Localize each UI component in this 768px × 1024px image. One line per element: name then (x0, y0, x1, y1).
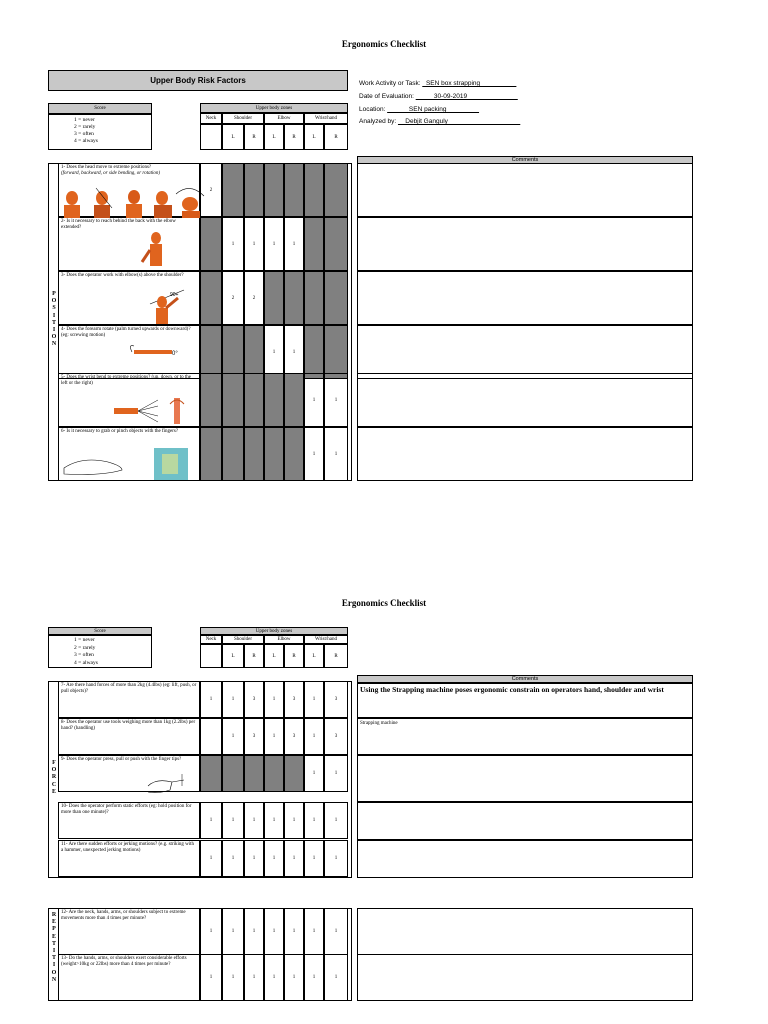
score-cell: 1 (200, 840, 222, 877)
comment-box (357, 908, 693, 955)
zone-group: Wrist/hand (304, 635, 348, 644)
score-cell (264, 427, 284, 481)
comment-box (357, 755, 693, 802)
question-cell (58, 908, 200, 955)
score-cell (200, 718, 222, 755)
score-cell: 1 (324, 840, 348, 877)
score-cell (304, 163, 324, 217)
score-line: 4 = always (74, 138, 98, 144)
score-cell: 1 (284, 908, 304, 955)
zone-group: Wrist/hand (304, 113, 348, 124)
score-line: 2 = rarely (74, 124, 96, 130)
score-line: 2 = rarely (74, 644, 96, 651)
comments-header: Comments (357, 156, 693, 164)
zone-group: Neck (200, 113, 222, 124)
comment-box (357, 271, 693, 325)
repetition-label: R E P E T I T I O N (51, 912, 57, 983)
comment-box (357, 325, 693, 379)
score-cell (324, 217, 348, 271)
question-cell (58, 802, 200, 839)
page-title: Ergonomics Checklist (341, 39, 427, 49)
comment-box (357, 683, 693, 718)
question-text: 3- Does the operator work with elbow(s) above the shoulder? (61, 273, 184, 278)
score-cell (200, 427, 222, 481)
score-cell: 1 (264, 840, 284, 877)
zone-side: R (324, 124, 348, 150)
score-cell (304, 217, 324, 271)
comment-box (357, 954, 693, 1001)
score-cell: 1 (200, 681, 222, 718)
grab-pinch-figure (62, 448, 192, 480)
comment-box (357, 427, 693, 481)
question-text: 13- Do the hands, arms, or shoulders exert considerable efforts (weight>10kg or 22lbs) more than 4 times per minute? (61, 956, 187, 967)
question-text: 11- Are there sudden efforts or jerking motions? (e.g. striking with a hammer, unexpected jerking motions) (61, 842, 195, 853)
question-text: 7- Are there hand forces of more than 2kg (4.4lbs) (eg: lift, push, or pull objects)? (61, 683, 197, 694)
question-cell (58, 840, 200, 877)
score-cell: 1 (222, 908, 244, 955)
zone-neck-cell (200, 124, 222, 150)
score-cell: 1 (200, 954, 222, 1001)
score-cell: 1 (264, 681, 284, 718)
score-cell: 1 (324, 373, 348, 427)
score-cell: 1 (304, 840, 324, 877)
score-cell: 1 (244, 217, 264, 271)
score-cell (200, 325, 222, 379)
zone-side: L (304, 644, 324, 668)
question-cell (58, 718, 200, 755)
question-text: 9- Does the operator press, pull or push with the finger tips? (61, 757, 182, 762)
zone-side: L (304, 124, 324, 150)
section-title: Upper Body Risk Factors (48, 70, 348, 91)
score-cell: 1 (222, 954, 244, 1001)
score-cell: 3 (324, 681, 348, 718)
zone-side: R (284, 644, 304, 668)
finger-press-figure (146, 772, 190, 796)
question-text: 4- Does the forearm rotate (palm turned upwards or downward)? (eg: screwing motion) (61, 327, 191, 338)
score-cell: 1 (264, 718, 284, 755)
zone-side: R (324, 644, 348, 668)
score-cell (324, 271, 348, 325)
location: Location: ______SEN packing_________ (359, 106, 480, 113)
zones-header: Upper body zones (200, 627, 348, 635)
date-of-evaluation: Date of Evaluation: _____30-09-2019______________ (359, 93, 518, 100)
score-cell (200, 271, 222, 325)
score-cell (264, 373, 284, 427)
question-cell (58, 217, 200, 271)
score-cell (324, 163, 348, 217)
score-header-2: Score (48, 627, 152, 635)
score-cell: 3 (244, 681, 264, 718)
zone-group: Shoulder (222, 635, 264, 644)
score-cell (222, 373, 244, 427)
zone-side: R (244, 644, 264, 668)
score-cell (264, 163, 284, 217)
score-cell: 2 (200, 163, 222, 217)
elbow-above-shoulder-figure (148, 284, 188, 324)
score-cell: 1 (324, 908, 348, 955)
score-cell (222, 427, 244, 481)
work-activity: Work Activity or Task: _SEN box strapping__________ (359, 80, 517, 87)
score-legend (48, 114, 152, 150)
score-cell (244, 163, 264, 217)
score-cell: 2 (244, 271, 264, 325)
score-cell: 3 (324, 718, 348, 755)
wrist-bend-figure (114, 396, 194, 426)
score-cell (304, 271, 324, 325)
zone-side: R (284, 124, 304, 150)
score-cell: 1 (244, 840, 264, 877)
comment-box (357, 802, 693, 840)
score-cell: 1 (304, 802, 324, 839)
score-cell (284, 427, 304, 481)
score-cell: 3 (284, 681, 304, 718)
score-cell: 1 (324, 755, 348, 792)
score-cell (222, 325, 244, 379)
score-cell (264, 755, 284, 792)
question-text: 2- Is it necessary to reach behind the back with the elbow extended? (61, 219, 176, 230)
score-cell: 1 (264, 217, 284, 271)
zone-group: Elbow (264, 113, 304, 124)
score-cell: 1 (324, 802, 348, 839)
question-text: 1- Does the head move to extreme positions? (61, 165, 152, 170)
score-cell: 1 (304, 681, 324, 718)
comment-box (357, 718, 693, 755)
question-text: 10- Does the operator perform static efforts (eg: hold position for more than one minute)? (61, 804, 192, 815)
zone-group: Neck (200, 635, 222, 644)
comments-header-2: Comments (357, 675, 693, 683)
comment-box (357, 217, 693, 271)
score-cell: 1 (244, 954, 264, 1001)
score-cell: 3 (284, 718, 304, 755)
zone-group: Shoulder (222, 113, 264, 124)
score-cell (304, 325, 324, 379)
comment-text: Strapping machine (360, 721, 398, 726)
score-cell: 1 (222, 840, 244, 877)
question-text: 8- Does the operator use tools weighing more than 1kg (2.2lbs) per hand? (handling) (61, 720, 196, 731)
score-cell: 1 (244, 802, 264, 839)
zone-side: L (264, 644, 284, 668)
zone-group: Elbow (264, 635, 304, 644)
angle-90-label: 90+ (170, 292, 179, 298)
score-cell (222, 755, 244, 792)
score-cell: 1 (284, 325, 304, 379)
zone-neck-cell (200, 644, 222, 668)
position-label: P O S I T I O N (51, 291, 57, 348)
score-cell: 1 (264, 954, 284, 1001)
score-line: 1 = never (74, 637, 95, 643)
zone-side: L (264, 124, 284, 150)
score-cell (222, 163, 244, 217)
score-cell: 1 (222, 681, 244, 718)
forearm-rotation-figure (128, 344, 188, 360)
zone-side: L (222, 124, 244, 150)
question-subtext: (forward, backward, or side bending, or rotation) (61, 170, 161, 176)
score-line: 4 = always (74, 659, 98, 666)
score-cell: 1 (304, 908, 324, 955)
score-cell: 1 (284, 217, 304, 271)
head-positions-figure (58, 184, 208, 218)
score-cell (200, 373, 222, 427)
score-cell: 1 (284, 802, 304, 839)
score-cell (244, 427, 264, 481)
question-text: 12- Are the neck, hands, arms, or shoulders subject to extreme movements more than 4 times per minute? (61, 910, 186, 921)
score-cell: 1 (304, 954, 324, 1001)
score-cell: 1 (200, 908, 222, 955)
score-line: 1 = never (74, 117, 95, 123)
score-cell: 1 (222, 718, 244, 755)
score-cell: 1 (264, 802, 284, 839)
reach-behind-figure (140, 232, 170, 270)
score-line: 3 = often (74, 652, 94, 658)
score-cell: 3 (244, 718, 264, 755)
force-label: F O R C E (51, 760, 57, 795)
comment-box (357, 163, 693, 217)
page2-title: Ergonomics Checklist (341, 598, 427, 608)
score-cell: 1 (222, 217, 244, 271)
score-cell: 1 (284, 840, 304, 877)
analyzed-by: Analyzed by: __Debjit Ganguly____________________ (359, 118, 521, 125)
score-cell (284, 271, 304, 325)
score-cell (200, 755, 222, 792)
comment-text: Using the Strapping machine poses ergonomic constrain on operators hand, shoulder and wrist (360, 685, 664, 694)
score-cell: 1 (284, 954, 304, 1001)
score-cell: 1 (200, 802, 222, 839)
score-cell: 1 (222, 802, 244, 839)
score-cell: 1 (304, 427, 324, 481)
score-cell: 1 (304, 755, 324, 792)
score-cell (244, 755, 264, 792)
score-line: 3 = often (74, 131, 94, 137)
question-text: 6- Is it necessary to grab or pinch objects with the fingers? (61, 429, 179, 434)
score-header: Score (48, 103, 152, 114)
score-cell: 1 (324, 427, 348, 481)
question-cell (58, 681, 200, 718)
score-cell: 2 (222, 271, 244, 325)
score-cell (284, 163, 304, 217)
score-cell: 1 (304, 718, 324, 755)
score-cell: 1 (244, 908, 264, 955)
question-cell (58, 954, 200, 1001)
score-cell: 1 (264, 908, 284, 955)
score-cell: 1 (324, 954, 348, 1001)
question-text: 5- Does the wrist bend to extreme positions? (up, down, or to the left or the right) (61, 375, 191, 386)
score-cell (244, 325, 264, 379)
score-cell: 1 (304, 373, 324, 427)
score-cell (200, 217, 222, 271)
zone-side: R (244, 124, 264, 150)
zones-header: Upper body zones (200, 103, 348, 113)
score-cell (284, 755, 304, 792)
score-cell (244, 373, 264, 427)
zone-side: L (222, 644, 244, 668)
score-cell (284, 373, 304, 427)
comment-box (357, 373, 693, 427)
comment-box (357, 840, 693, 878)
score-cell (324, 325, 348, 379)
score-legend-2 (48, 635, 152, 668)
angle-0-label: 0° (172, 351, 178, 357)
score-cell: 1 (264, 325, 284, 379)
score-cell (264, 271, 284, 325)
